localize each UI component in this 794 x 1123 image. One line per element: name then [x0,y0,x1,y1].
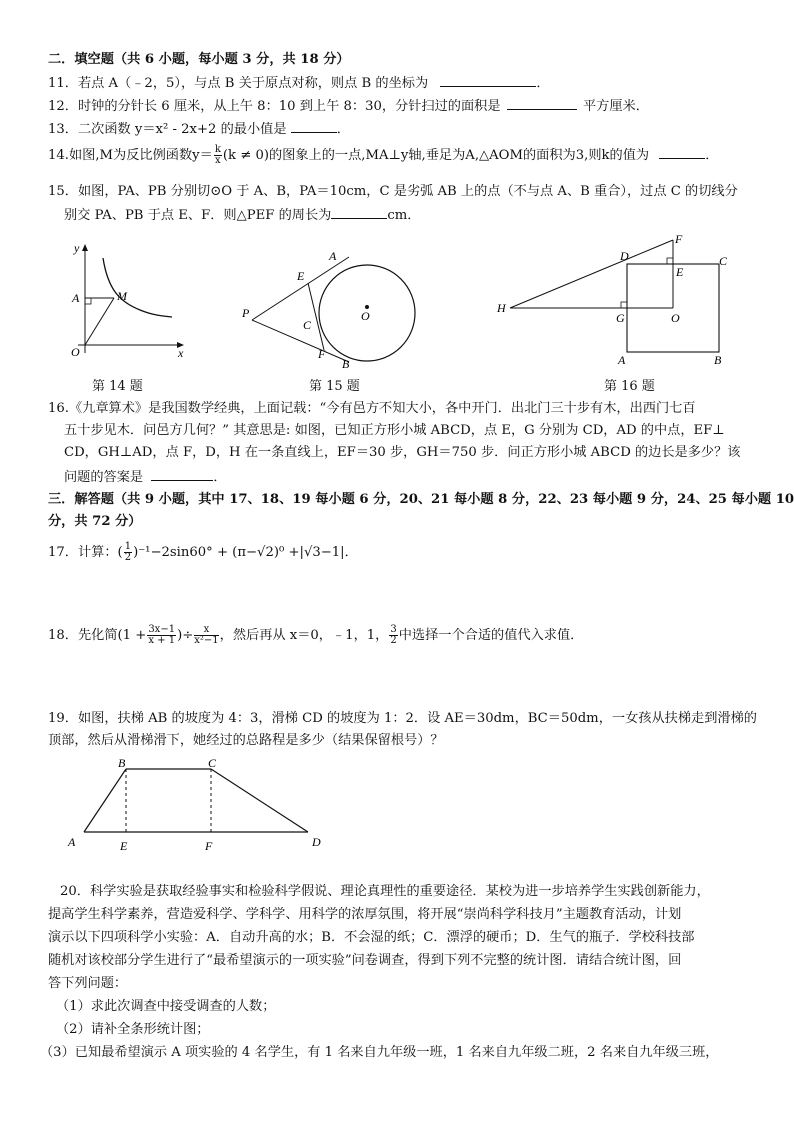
fig19-label-A: A [68,835,76,849]
figure-15 [235,240,430,372]
q13-text: 13．二次函数 y＝x² - 2x+2 的最小值是 [48,122,287,137]
q18-fraction-2: $\frac{x}{\text{x²−1}}$ [194,624,219,646]
question-12 [48,97,649,115]
fig15-label-B: B [342,357,350,371]
question-13: 13．二次函数 y＝x² - 2x+2 的最小值是 ． [48,122,350,137]
question-11: 11．若点 A（﹣2，5），与点 B 关于原点对称，则点 B 的坐标为 ． [48,76,550,91]
fig16-label-D: D [620,249,629,263]
question-18: 18．先化简(1 + $\frac{3x-1}{x + 1}$ )÷ $\frac{x}{\text{x²−1}}$ ，然后再从 x＝0，﹣1，1， $\frac{3}{2}$ 中选择一个合适的值代入求值． [48,624,584,646]
question-15-line2: 别交 PA、PB 于点 E、F．则△PEF 的周长为 cm． [64,208,421,223]
fig19-label-B: B [118,756,126,770]
question-20-line1: 20．科学实验是获取经验事实和检验科学假说、理论真理性的重要途径．某校为进一步培养学生实践创新能力， [60,884,710,899]
fig15-label-F: F [318,347,326,361]
figure-15-caption: 第 15 题 [309,379,360,394]
question-16-line2: 五十步见木．问邑方几何？” 其意思是: 如图，已知正方形小城 ABCD，点 E，G 分别为 CD，AD 的中点，EF⊥ [64,423,725,438]
question-17: 17．计算：( $\frac{1}{2}$ )⁻¹−2sin60° + (π−√2)⁰ +|√3−1|． [48,541,358,563]
fig16-label-O: O [671,311,680,325]
fig19-label-D: D [312,835,321,849]
fig15-label-E: E [297,269,305,283]
question-20-line5: 答下列问题： [48,976,128,991]
fig15-label-A: A [329,249,337,263]
question-20-line4: 随机对该校部分学生进行了“最希望演示的一项实验”问卷调查，得到下列不完整的统计图．请结合统计图，回 [48,953,682,968]
q14-fraction: $\frac{k}{x}$ [214,144,221,166]
figure-19 [60,752,335,856]
q17-fraction: $\frac{1}{2}$ [124,541,132,563]
fig16-label-B: B [714,353,722,367]
q13-answer-blank[interactable] [291,120,337,133]
question-20-line2: 提高学生科学素养，营造爱科学、学科学、用科学的浓厚氛围，将开展“崇尚科学科技月”主题教育活动，计划 [48,907,682,922]
fig15-label-C: C [303,318,312,332]
question-15-line1: 15．如图，PA、PB 分别切⊙O 于 A、B，PA＝10cm，C 是劣弧 AB 上的点（不与点 A、B 重合），过点 C 的切线分 [48,184,738,199]
question-20-sub3: （3）已知最希望演示 A 项实验的 4 名学生，有 1 名来自九年级一班，1 名来自九年级二班，2 名来自九年级三班， [40,1045,719,1060]
fig16-label-H: H [497,301,506,315]
q12-answer-blank[interactable] [507,97,577,110]
question-19-line2: 顶部，然后从滑梯滑下，她经过的总路程是多少（结果保留根号）？ [48,733,444,748]
fig14-label-A: A [72,291,80,305]
question-19-line1: 19．如图，扶梯 AB 的坡度为 4：3，滑梯 CD 的坡度为 1：2．设 AE＝30dm，BC＝50dm，一女孩从扶梯走到滑梯的 [48,711,757,726]
fig14-label-O: O [71,345,80,359]
figure-14-caption: 第 14 题 [92,379,143,394]
fig16-label-F: F [675,232,683,246]
section-3-heading-line1: 三．解答题（共 9 小题，其中 17、18、19 每小题 6 分，20、21 每小题 8 分，22、23 每小题 9 分，24、25 每小题 10 [48,492,794,507]
fig16-label-C: C [719,254,728,268]
question-16-line1: 16.《九章算术》是我国数学经典，上面记载：“今有邑方不知大小，各中开门．出北门三十步有木，出西门七百 [48,401,696,416]
q18-fraction-3: $\frac{3}{2}$ [390,624,397,646]
question-14: 14.如图,M为反比例函数y＝ $\frac{k}{x}$ (k ≠ 0)的图象上的一点,MA⊥y轴,垂足为A,△AOM的面积为3,则k的值为 ． [48,144,719,166]
question-16-line3: CD，GH⊥AD，点 F，D，H 在一条直线上，EF＝30 步，GH＝750 步．问正方形小城 ABCD 的边长是多少？该 [64,445,741,460]
q16-answer-blank[interactable] [151,468,213,481]
fig16-label-G: G [616,311,625,325]
q12-text: 12．时钟的分针长 6 厘米，从上午 8：10 到上午 8：30，分针扫过的面积是 [48,99,501,114]
fig15-label-O: O [361,309,370,323]
q18-fraction-1: $\frac{3x-1}{x + 1}$ [148,624,176,646]
fig14-label-x: x [178,346,184,360]
section-3-heading-line2: 分，共 72 分） [48,514,142,529]
fig19-label-E: E [120,839,128,853]
question-20-sub1: （1）求此次调查中接受调查的人数； [56,999,276,1014]
fig19-label-C: C [208,756,217,770]
q14-prefix: 14.如图,M为反比例函数y＝ [48,148,213,163]
fig14-label-y: y [74,241,80,255]
q11-answer-blank[interactable] [440,74,536,87]
figure-16-caption: 第 16 题 [604,379,655,394]
q14-suffix: (k ≠ 0)的图象上的一点,MA⊥y轴,垂足为A,△AOM的面积为3,则k的值为 [222,148,650,163]
question-20-sub2: （2）请补全条形统计图； [56,1022,210,1037]
fig15-label-P: P [242,306,250,320]
fig19-label-F: F [205,839,213,853]
figure-16 [490,230,740,370]
q12-unit: 平方厘米． [582,99,649,114]
fig16-label-E: E [676,265,684,279]
q11-text: 11．若点 A（﹣2，5），与点 B 关于原点对称，则点 B 的坐标为 [48,76,429,91]
figure-14 [60,240,195,368]
fig16-label-A: A [618,353,626,367]
q14-answer-blank[interactable] [659,146,705,159]
question-16-line4: 问题的答案是 ． [64,470,227,485]
fig14-label-M: M [117,289,127,303]
section-2-heading: 二．填空题（共 6 小题，每小题 3 分，共 18 分） [48,52,350,67]
question-20-line3: 演示以下四项科学小实验：A．自动升高的水；B．不会湿的纸；C．漂浮的硬币；D．生气的瓶子．学校科技部 [48,930,695,945]
q15-answer-blank[interactable] [331,206,387,219]
